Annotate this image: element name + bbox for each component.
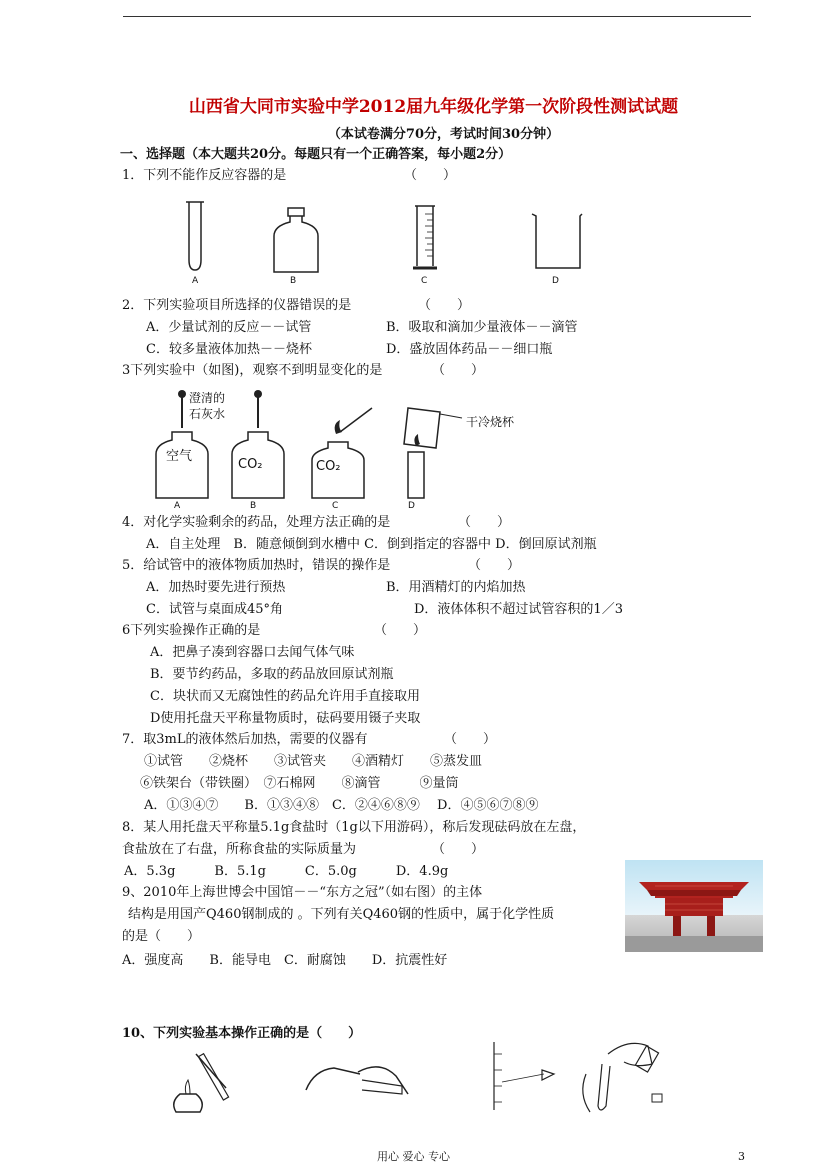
q3-label-d: D xyxy=(408,501,415,511)
q3-fig-text-clear: 澄清的 xyxy=(189,391,226,405)
q10-reading-cylinder-figure xyxy=(484,1040,564,1112)
question-1-stem: 1．下列不能作反应容器的是 xyxy=(122,168,287,183)
q10-pouring-figure xyxy=(578,1034,668,1118)
q6-option-d: D使用托盘天平称量物质时，砝码要用镊子夹取 xyxy=(150,711,421,726)
q7-options: A．①③④⑦ B．①③④⑧ C．②④⑥⑧⑨ D．④⑤⑥⑦⑧⑨ xyxy=(144,798,539,813)
q10-heating-figure xyxy=(166,1046,246,1114)
page-footer: 用心 爱心 专心 xyxy=(377,1150,450,1163)
q1-test-tube-figure xyxy=(180,200,210,280)
page-title: 山西省大同市实验中学2012届九年级化学第一次阶段性测试试题 xyxy=(188,97,679,117)
q3-label-b: B xyxy=(250,501,257,511)
q6-option-a: A．把鼻子凑到容器口去闻气体气味 xyxy=(150,645,355,660)
page-number: 3 xyxy=(738,1150,745,1163)
q7-items-row-1: ①试管 ②烧杯 ③试管夹 ④酒精灯 ⑤蒸发皿 xyxy=(144,754,483,769)
question-9-stem-line-2: 结构是用国产Q460钢制成的 。下列有关Q460钢的性质中，属于化学性质 xyxy=(128,907,555,922)
q1-graduated-cylinder-figure xyxy=(405,204,445,274)
question-8-blank: （ ） xyxy=(432,842,485,857)
q3-bottle-b-label: CO₂ xyxy=(238,457,263,472)
q1-label-a: A xyxy=(192,276,199,286)
q5-option-c: C．试管与桌面成45°角 xyxy=(146,602,283,617)
question-8-stem-line-1: 8．某人用托盘天平称量5.1g食盐时（1g以下用游码），称后发现砝码放在左盘， xyxy=(122,820,586,835)
q5-option-b: B．用酒精灯的内焰加热 xyxy=(386,580,526,595)
q6-option-b: B．要节约药品，多取的药品放回原试剂瓶 xyxy=(150,667,394,682)
q1-label-c: C xyxy=(421,276,428,286)
question-9-stem-line-1: 9、2010年上海世博会中国馆－－“东方之冠”（如右图）的主体 xyxy=(122,885,483,900)
q2-option-c: C．较多量液体加热－－烧杯 xyxy=(146,342,312,357)
q3-label-a: A xyxy=(174,501,181,511)
q2-option-a: A．少量试剂的反应－－试管 xyxy=(146,320,312,335)
q1-beaker-figure xyxy=(530,212,584,272)
question-4-stem: 4．对化学实验剩余的药品，处理方法正确的是 xyxy=(122,515,391,530)
header-rule xyxy=(123,16,751,17)
q3-fig-text-limewater: 石灰水 xyxy=(189,407,226,421)
q2-option-d: D．盛放固体药品－－细口瓶 xyxy=(386,342,553,357)
section-heading: 一、选择题（本大题共20分。每题只有一个正确答案，每小题2分） xyxy=(120,147,512,162)
q8-options: A．5.3g B．5.1g C．5.0g D．4.9g xyxy=(124,864,449,879)
question-5-stem: 5．给试管中的液体物质加热时，错误的操作是 xyxy=(122,558,391,573)
question-7-blank: （ ） xyxy=(444,732,497,747)
question-10-stem: 10、下列实验基本操作正确的是（ ） xyxy=(122,1026,362,1041)
question-4-blank: （ ） xyxy=(458,515,511,530)
q9-options: A．强度高 B．能导电 C．耐腐蚀 D．抗震性好 xyxy=(122,953,448,968)
q5-option-a: A．加热时要先进行预热 xyxy=(146,580,286,595)
question-3-stem: 3下列实验中（如图)，观察不到明显变化的是 xyxy=(122,363,383,378)
q6-option-c: C．块状而又无腐蚀性的药品允许用手直接取用 xyxy=(150,689,420,704)
q5-option-d: D．液体体积不超过试管容积的1／3 xyxy=(414,602,623,617)
q4-options: A．自主处理 B．随意倾倒到水槽中 C．倒到指定的容器中 D．倒回原试剂瓶 xyxy=(146,537,597,552)
china-pavilion-photo xyxy=(625,860,763,952)
q2-option-b: B．吸取和滴加少量液体－－滴管 xyxy=(386,320,578,335)
question-9-stem-line-3: 的是（ ） xyxy=(122,929,201,944)
question-2-blank: （ ） xyxy=(418,298,471,313)
page-subtitle: （本试卷满分70分，考试时间30分钟） xyxy=(327,127,560,142)
question-8-stem-line-2: 食盐放在了右盘，所称食盐的实际质量为 xyxy=(122,842,357,857)
question-6-stem: 6下列实验操作正确的是 xyxy=(122,623,261,638)
q3-bottle-a-label: 空气 xyxy=(166,449,193,464)
question-1-blank: （ ） xyxy=(404,168,457,183)
q1-label-b: B xyxy=(290,276,297,286)
q10-connecting-tube-figure xyxy=(300,1050,410,1110)
q3-bottle-c-label: CO₂ xyxy=(316,459,341,474)
question-7-stem: 7．取3mL的液体然后加热，需要的仪器有 xyxy=(122,732,368,747)
q3-label-c: C xyxy=(332,501,339,511)
q3-fig-text-dry-beaker: 干冷烧杯 xyxy=(466,415,515,429)
q7-items-row-2: ⑥铁架台（带铁圈） ⑦石棉网 ⑧滴管 ⑨量筒 xyxy=(140,776,459,791)
q3-experiment-figure xyxy=(150,388,460,500)
q1-bottle-figure xyxy=(270,206,322,274)
question-3-blank: （ ） xyxy=(432,363,485,378)
question-5-blank: （ ） xyxy=(468,558,521,573)
question-2-stem: 2．下列实验项目所选择的仪器错误的是 xyxy=(122,298,352,313)
question-6-blank: （ ） xyxy=(374,623,427,638)
q1-label-d: D xyxy=(552,276,559,286)
